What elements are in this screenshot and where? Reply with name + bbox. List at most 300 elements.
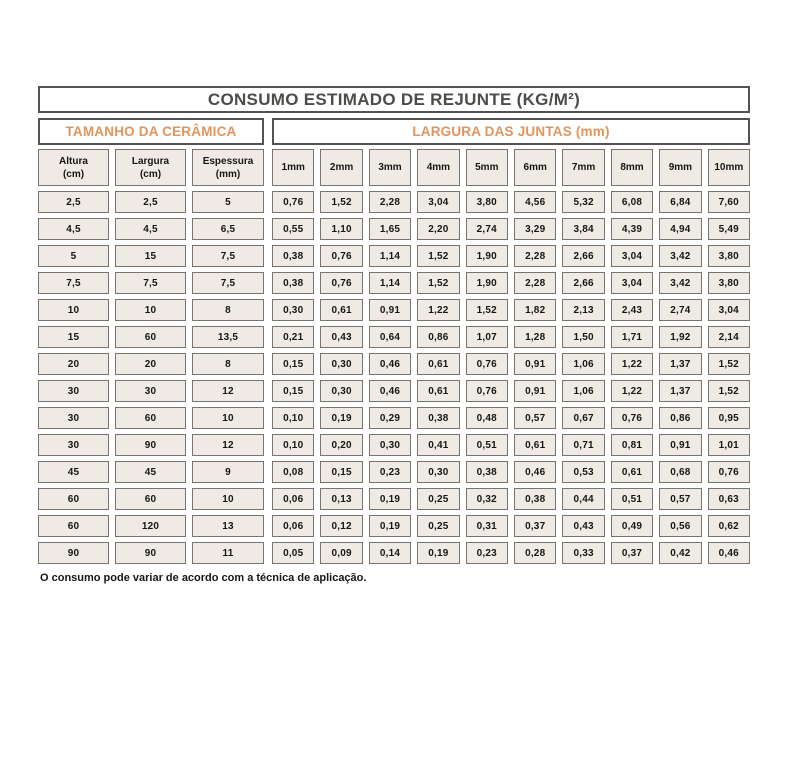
size-cell — [192, 326, 264, 348]
value-cells — [272, 407, 750, 429]
value-cell-text: 3,04 — [718, 304, 739, 316]
value-cell-text: 0,46 — [718, 547, 739, 559]
value-cell — [514, 299, 556, 321]
size-cell-text: 20 — [67, 358, 80, 370]
table-row-14 — [38, 542, 750, 564]
size-cell — [115, 353, 186, 375]
value-cell — [562, 299, 604, 321]
size-cell — [38, 488, 109, 510]
table-row-13 — [38, 515, 750, 537]
value-cell-text: 1,52 — [718, 358, 739, 370]
value-cell — [320, 272, 362, 294]
value-cell-text: 0,63 — [718, 493, 739, 505]
value-cell-text: 4,39 — [621, 223, 643, 235]
value-cell — [320, 461, 362, 483]
size-cell — [38, 272, 109, 294]
value-cell-text: 0,38 — [283, 277, 304, 289]
value-cell — [369, 272, 411, 294]
value-cell-text: 3,84 — [573, 223, 594, 235]
value-cell-text: 0,23 — [379, 466, 401, 478]
value-cell — [369, 218, 411, 240]
value-cell-text: 0,76 — [476, 358, 497, 370]
value-cell-text: 0,86 — [670, 412, 691, 424]
footnote: O consumo pode variar de acordo com a técnica de aplicação. — [40, 572, 367, 584]
size-cell — [115, 380, 186, 402]
value-cell — [272, 191, 314, 213]
value-cell — [514, 326, 556, 348]
col-header-espessura-text: Espessura — [202, 155, 254, 167]
value-cell — [562, 488, 604, 510]
value-cells — [272, 191, 750, 213]
value-cell — [417, 191, 459, 213]
value-cell-text: 2,14 — [718, 331, 739, 343]
value-cell-text: 0,56 — [670, 520, 691, 532]
value-cell — [272, 218, 314, 240]
value-cell — [369, 515, 411, 537]
size-cell — [192, 407, 264, 429]
value-cell-text: 1,14 — [379, 277, 401, 289]
value-cell — [272, 353, 314, 375]
size-cell-text: 8 — [225, 304, 231, 316]
value-cell-text: 0,25 — [428, 493, 449, 505]
size-cell — [38, 299, 109, 321]
size-cell — [115, 245, 186, 267]
value-cell — [708, 353, 750, 375]
value-cell — [514, 434, 556, 456]
value-cell-text: 0,44 — [573, 493, 594, 505]
value-cell — [708, 542, 750, 564]
value-cell-text: 2,66 — [573, 250, 594, 262]
table-row-9 — [38, 407, 750, 429]
size-cell-text: 11 — [222, 547, 234, 559]
value-cell — [417, 515, 459, 537]
col-header-espessura — [192, 149, 264, 186]
value-cell — [611, 299, 653, 321]
value-cell — [562, 434, 604, 456]
value-cell — [659, 461, 701, 483]
size-cell-text: 60 — [67, 520, 80, 532]
value-cell — [466, 218, 508, 240]
size-cell-text: 7,5 — [143, 277, 158, 289]
value-cell-text: 5,49 — [718, 223, 739, 235]
value-cell-text: 2,66 — [573, 277, 594, 289]
value-cell-text: 3,80 — [718, 277, 739, 289]
size-cell — [38, 461, 109, 483]
value-cell-text: 1,52 — [428, 250, 449, 262]
value-cell — [611, 380, 653, 402]
value-cell-text: 1,92 — [670, 331, 691, 343]
col-header-altura-text: Altura — [59, 155, 88, 167]
size-cell — [38, 515, 109, 537]
value-cell — [514, 515, 556, 537]
value-cell-text: 0,46 — [525, 466, 546, 478]
value-cell — [466, 245, 508, 267]
value-cell-text: 1,28 — [525, 331, 546, 343]
value-cell-text: 0,76 — [718, 466, 739, 478]
value-cell-text: 0,30 — [428, 466, 449, 478]
value-cell-text: 0,61 — [621, 466, 643, 478]
value-cell — [417, 299, 459, 321]
value-cell-text: 0,57 — [670, 493, 691, 505]
table-body — [38, 191, 750, 564]
size-cell — [192, 272, 264, 294]
value-cell-text: 0,76 — [283, 196, 304, 208]
col-header-4mm-text: 4mm — [426, 162, 451, 173]
size-cells — [38, 434, 264, 456]
table-row-5 — [38, 299, 750, 321]
col-header-10mm-text: 10mm — [714, 162, 744, 173]
value-cell — [562, 218, 604, 240]
value-cell-text: 0,76 — [476, 385, 497, 397]
value-cell — [466, 299, 508, 321]
value-cell — [611, 272, 653, 294]
size-cell-text: 60 — [144, 331, 157, 343]
table-title: CONSUMO ESTIMADO DE REJUNTE (KG/M²) — [207, 89, 581, 109]
value-cell-text: 1,37 — [670, 385, 691, 397]
value-cell-text: 0,31 — [476, 520, 497, 532]
size-cell-text: 45 — [67, 466, 80, 478]
value-cell — [272, 488, 314, 510]
value-cell-text: 0,76 — [621, 412, 643, 424]
size-cell — [38, 218, 109, 240]
col-header-5mm — [466, 149, 508, 186]
value-cell-text: 1,52 — [476, 304, 497, 316]
value-cell-text: 1,37 — [670, 358, 691, 370]
size-cell-text: 90 — [67, 547, 80, 559]
size-cell-text: 90 — [144, 439, 157, 451]
table-row-2 — [38, 218, 750, 240]
value-cell — [369, 299, 411, 321]
value-cell — [659, 542, 701, 564]
size-cell-text: 30 — [67, 439, 80, 451]
value-cell — [562, 326, 604, 348]
size-cell — [115, 326, 186, 348]
value-cell-text: 2,28 — [525, 250, 546, 262]
size-cell-text: 2,5 — [66, 196, 81, 208]
size-cell — [38, 434, 109, 456]
size-cell — [38, 326, 109, 348]
col-header-5mm-text: 5mm — [475, 162, 499, 173]
table-row-11 — [38, 461, 750, 483]
size-cell-text: 7,5 — [66, 277, 81, 289]
value-cells — [272, 218, 750, 240]
value-cell-text: 0,51 — [476, 439, 497, 451]
value-cell — [272, 434, 314, 456]
value-cell-text: 3,80 — [718, 250, 739, 262]
value-cell — [611, 434, 653, 456]
value-cells — [272, 515, 750, 537]
size-cell-text: 20 — [144, 358, 157, 370]
value-cell — [514, 245, 556, 267]
size-cell-text: 120 — [141, 520, 160, 532]
value-cell — [466, 488, 508, 510]
size-cell-text: 5 — [70, 250, 77, 262]
value-cell-text: 1,71 — [621, 331, 643, 343]
size-cells — [38, 326, 264, 348]
value-cell-text: 0,86 — [428, 331, 449, 343]
section-header-joint-width: LARGURA DAS JUNTAS (mm) — [272, 118, 750, 145]
value-cells — [272, 434, 750, 456]
value-cell — [708, 299, 750, 321]
value-cell — [272, 326, 314, 348]
value-cell-text: 0,37 — [621, 547, 643, 559]
value-cell-text: 6,84 — [670, 196, 691, 208]
value-cell — [514, 488, 556, 510]
value-cell — [611, 218, 653, 240]
value-cell-text: 1,06 — [573, 385, 594, 397]
size-cell-text: 12 — [222, 385, 234, 397]
value-cells — [272, 488, 750, 510]
value-cell — [320, 191, 362, 213]
table-row-8 — [38, 380, 750, 402]
value-cell — [320, 488, 362, 510]
value-cells — [272, 461, 750, 483]
size-cell — [38, 353, 109, 375]
value-cell-text: 0,42 — [670, 547, 691, 559]
col-header-7mm-text: 7mm — [571, 162, 596, 173]
value-cell — [708, 434, 750, 456]
column-header-row — [38, 149, 750, 186]
value-cell-text: 1,90 — [476, 277, 497, 289]
col-header-8mm — [611, 149, 653, 186]
size-cell-text: 5 — [225, 196, 231, 208]
value-cells — [272, 353, 750, 375]
value-cell — [514, 461, 556, 483]
value-cell — [708, 272, 750, 294]
value-cell-text: 1,90 — [476, 250, 497, 262]
value-cell — [272, 245, 314, 267]
value-cell-text: 0,10 — [283, 439, 304, 451]
value-cell-text: 3,04 — [621, 277, 643, 289]
value-cell-text: 2,28 — [379, 196, 401, 208]
value-cell — [417, 245, 459, 267]
value-cell-text: 0,29 — [379, 412, 401, 424]
value-cell — [659, 488, 701, 510]
value-cell-text: 0,28 — [525, 547, 546, 559]
value-cell — [514, 542, 556, 564]
col-header-3mm — [369, 149, 411, 186]
size-cell-text: 15 — [144, 250, 157, 262]
value-cell-text: 4,56 — [525, 196, 546, 208]
value-cell-text: 0,55 — [283, 223, 304, 235]
table-row-10 — [38, 434, 750, 456]
value-cell-text: 0,06 — [283, 493, 304, 505]
size-cell-text: 2,5 — [143, 196, 158, 208]
value-cell — [611, 488, 653, 510]
value-cell — [272, 542, 314, 564]
value-cell — [369, 542, 411, 564]
value-cell — [708, 461, 750, 483]
value-cell-text: 0,30 — [283, 304, 304, 316]
value-cell-text: 0,71 — [573, 439, 594, 451]
size-cell-text: 10 — [222, 412, 234, 424]
value-cell — [320, 353, 362, 375]
value-cell-text: 1,06 — [573, 358, 594, 370]
value-cell — [611, 245, 653, 267]
value-cell — [611, 353, 653, 375]
value-cell-text: 0,91 — [525, 385, 546, 397]
value-cell-text: 0,38 — [525, 493, 546, 505]
table-row-4 — [38, 272, 750, 294]
size-cell — [115, 272, 186, 294]
value-cell — [514, 380, 556, 402]
value-cell — [369, 380, 411, 402]
col-header-altura — [38, 149, 109, 186]
col-header-9mm — [659, 149, 701, 186]
value-cell-text: 0,81 — [621, 439, 643, 451]
col-header-6mm-text: 6mm — [523, 162, 547, 173]
size-cell — [115, 488, 186, 510]
value-cell — [369, 407, 411, 429]
value-cell-text: 2,13 — [573, 304, 594, 316]
value-cell-text: 0,91 — [670, 439, 691, 451]
grout-consumption-table — [38, 86, 750, 584]
value-cell — [417, 380, 459, 402]
value-cell — [708, 407, 750, 429]
value-cell-text: 0,61 — [428, 385, 449, 397]
value-cell-text: 3,04 — [428, 196, 449, 208]
value-cell-text: 0,43 — [573, 520, 594, 532]
value-cell — [417, 218, 459, 240]
value-cell — [708, 380, 750, 402]
value-cell-text: 0,06 — [283, 520, 304, 532]
value-cell-text: 0,33 — [573, 547, 594, 559]
value-cell — [417, 407, 459, 429]
col-header-10mm — [708, 149, 750, 186]
value-cell-text: 0,61 — [331, 304, 352, 316]
size-cell-text: 7,5 — [220, 277, 236, 289]
value-cell-text: 1,52 — [428, 277, 449, 289]
value-cell-text: 0,67 — [573, 412, 594, 424]
value-cells — [272, 299, 750, 321]
table-row-12 — [38, 488, 750, 510]
value-cell — [659, 353, 701, 375]
value-cell-text: 3,80 — [476, 196, 497, 208]
col-header-6mm — [514, 149, 556, 186]
value-cell — [417, 353, 459, 375]
value-cell-text: 0,38 — [283, 250, 304, 262]
value-cell — [708, 191, 750, 213]
value-cell-text: 0,61 — [428, 358, 449, 370]
size-cell — [115, 191, 186, 213]
value-cell-text: 0,15 — [331, 466, 352, 478]
value-cell — [514, 218, 556, 240]
value-cell-text: 0,19 — [379, 493, 401, 505]
value-cell — [659, 245, 701, 267]
value-cell-text: 0,57 — [525, 412, 546, 424]
value-cell-text: 0,21 — [283, 331, 304, 343]
value-cell-text: 2,74 — [670, 304, 691, 316]
size-cell — [192, 542, 264, 564]
value-cell — [708, 515, 750, 537]
value-cell-text: 0,05 — [283, 547, 304, 559]
size-cell — [115, 461, 186, 483]
col-header-2mm-text: 2mm — [329, 162, 354, 173]
size-cell — [192, 353, 264, 375]
value-cell — [466, 326, 508, 348]
size-cell — [192, 380, 264, 402]
value-cell — [369, 434, 411, 456]
value-cell-text: 1,22 — [428, 304, 449, 316]
value-cell — [611, 461, 653, 483]
size-cell — [192, 515, 264, 537]
value-cell — [562, 515, 604, 537]
value-cell — [514, 272, 556, 294]
size-cell-text: 6,5 — [220, 223, 236, 235]
value-cell-text: 0,20 — [331, 439, 352, 451]
size-cell-text: 12 — [222, 439, 234, 451]
value-cell — [562, 191, 604, 213]
value-cell-text: 0,38 — [428, 412, 449, 424]
value-cell-text: 1,10 — [331, 223, 352, 235]
value-cell-text: 0,09 — [331, 547, 352, 559]
value-cell — [659, 272, 701, 294]
size-cell — [115, 407, 186, 429]
size-cell — [192, 245, 264, 267]
value-cell-text: 0,76 — [331, 277, 352, 289]
value-cell — [320, 299, 362, 321]
value-cell-text: 0,10 — [283, 412, 304, 424]
col-header-2mm — [320, 149, 362, 186]
value-cell — [272, 299, 314, 321]
size-cells — [38, 407, 264, 429]
value-cell — [320, 542, 362, 564]
value-cell-text: 0,32 — [476, 493, 497, 505]
size-cells — [38, 353, 264, 375]
table-row-7 — [38, 353, 750, 375]
size-cell — [115, 515, 186, 537]
value-cell-text: 0,91 — [379, 304, 401, 316]
value-cell — [659, 299, 701, 321]
value-cell — [272, 272, 314, 294]
size-cells — [38, 488, 264, 510]
size-column-headers — [38, 149, 264, 186]
value-cell-text: 0,08 — [283, 466, 304, 478]
size-cells — [38, 299, 264, 321]
size-cell-text: 13,5 — [217, 331, 239, 343]
value-cell-text: 2,28 — [525, 277, 546, 289]
value-cell — [272, 407, 314, 429]
value-cell — [611, 407, 653, 429]
size-cell — [192, 191, 264, 213]
value-cell — [417, 326, 459, 348]
value-cell-text: 0,46 — [379, 358, 401, 370]
value-cell-text: 0,25 — [428, 520, 449, 532]
value-cell-text: 0,37 — [525, 520, 546, 532]
size-cell-text: 30 — [67, 385, 80, 397]
value-cells — [272, 326, 750, 348]
size-cell-text: 30 — [67, 412, 80, 424]
value-cell-text: 0,30 — [331, 385, 352, 397]
col-header-3mm-text: 3mm — [378, 162, 402, 173]
value-cell-text: 0,95 — [718, 412, 739, 424]
size-cells — [38, 515, 264, 537]
value-cell-text: 0,43 — [331, 331, 352, 343]
size-cell — [115, 542, 186, 564]
size-cell-text: 4,5 — [143, 223, 158, 235]
size-cell — [38, 245, 109, 267]
value-cell-text: 1,52 — [331, 196, 352, 208]
value-cell — [466, 461, 508, 483]
value-cell — [466, 353, 508, 375]
value-cell — [369, 461, 411, 483]
size-cell — [115, 434, 186, 456]
value-cell — [659, 380, 701, 402]
size-cell-text: 90 — [144, 547, 157, 559]
value-cell — [369, 191, 411, 213]
value-cell — [708, 326, 750, 348]
value-cell-text: 0,49 — [621, 520, 643, 532]
